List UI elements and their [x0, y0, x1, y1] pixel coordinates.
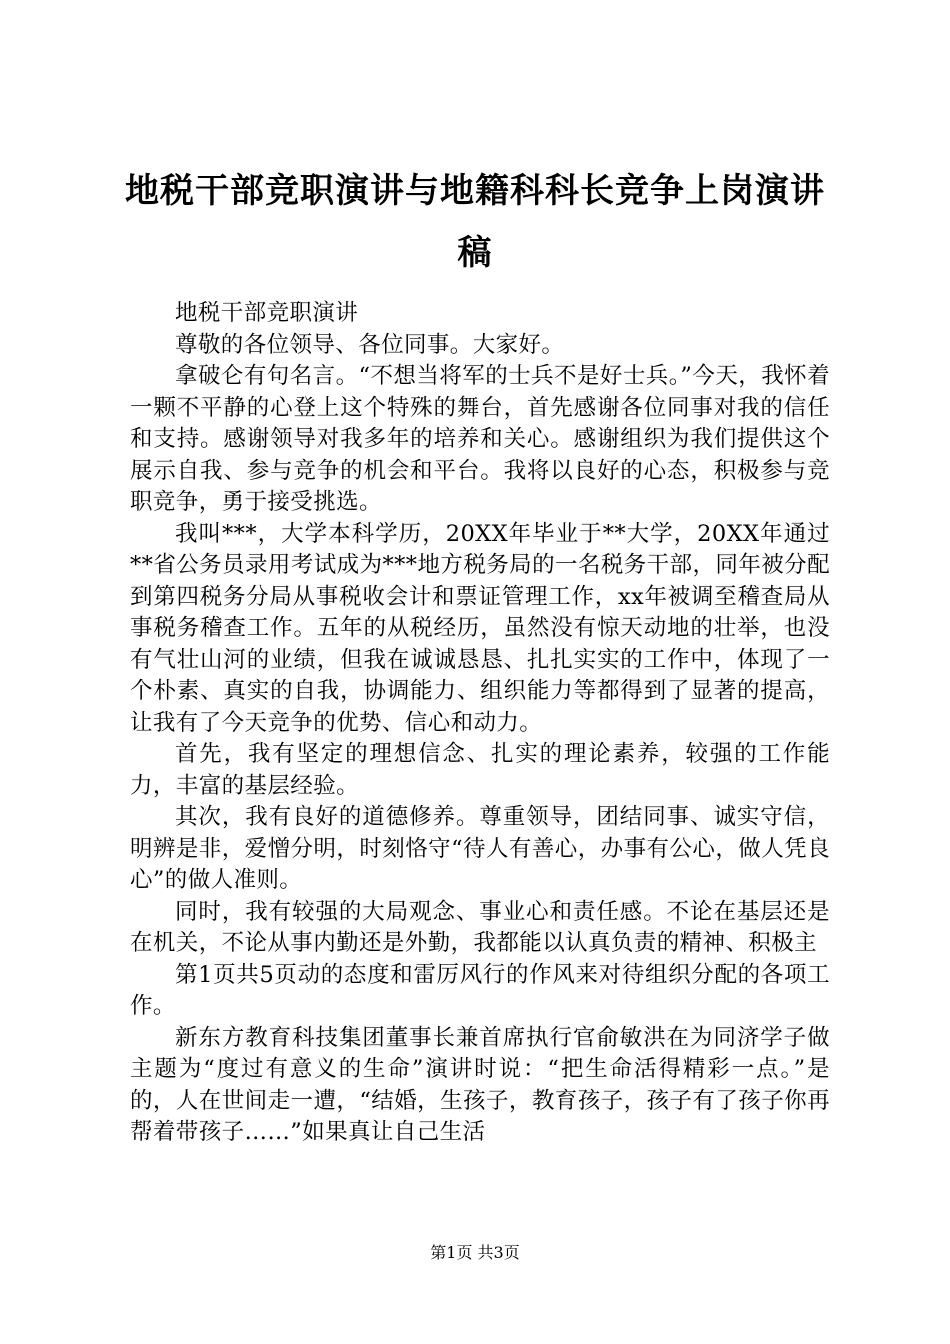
paragraph: 同时，我有较强的大局观念、事业心和责任感。不论在基层还是在机关，不论从事内勤还是外勤，我都能以认真负责的精神、积极主	[130, 898, 830, 956]
document-body	[130, 298, 830, 1149]
paragraph: 第1页共5页动的态度和雷厉风行的作风来对待组织分配的各项工作。	[130, 961, 830, 1019]
paragraph: 拿破仑有句名言。“不想当将军的士兵不是好士兵。”今天，我怀着一颗不平静的心登上这个特殊的舞台，首先感谢各位同事对我的信任和支持。感谢领导对我多年的培养和关心。感谢组织为我们提供这个展示自我、参与竞争的机会和平台。我将以良好的心态，积极参与竞职竞争，勇于接受挑选。	[130, 363, 830, 515]
paragraph-subtitle: 地税干部竞职演讲	[175, 300, 359, 326]
paragraph: 其次，我有良好的道德修养。尊重领导，团结同事、诚实守信，明辨是非，爱憎分明，时刻恪守“待人有善心，办事有公心，做人凭良心”的做人准则。	[130, 804, 830, 893]
page-footer: 第1页 共3页	[430, 1243, 520, 1262]
paragraph-greeting: 尊敬的各位领导、各位同事。大家好。	[175, 331, 565, 358]
document-title: 地税干部竞职演讲与地籍科科长竞争上岗演讲稿	[125, 171, 825, 273]
paragraph: 我叫***，大学本科学历，20XX年毕业于**大学，20XX年通过**省公务员录用考试成为***地方税务局的一名税务干部，同年被分配到第四税务分局从事税收会计和票证管理工作，xx年被调至稽查局从事税务稽查工作。五年的从税经历，虽然没有惊天动地的壮举，也没有气壮山河的业绩，但我在诚诚恳恳、扎扎实实的工作中，体现了一个朴素、真实的自我，协调能力、组织能力等都得到了显著的提高，让我有了今天竞争的优势、信心和动力。	[130, 520, 830, 736]
paragraph: 新东方教育科技集团董事长兼首席执行官俞敏洪在为同济学子做主题为“度过有意义的生命”演讲时说：“把生命活得精彩一点。”是的，人在世间走一遭，“结婚，生孩子，教育孩子，孩子有了孩子你再帮着带孩子……”如果真让自己生活	[130, 1024, 830, 1145]
paragraph: 首先，我有坚定的理想信念、扎实的理论素养，较强的工作能力，丰富的基层经验。	[130, 741, 830, 799]
